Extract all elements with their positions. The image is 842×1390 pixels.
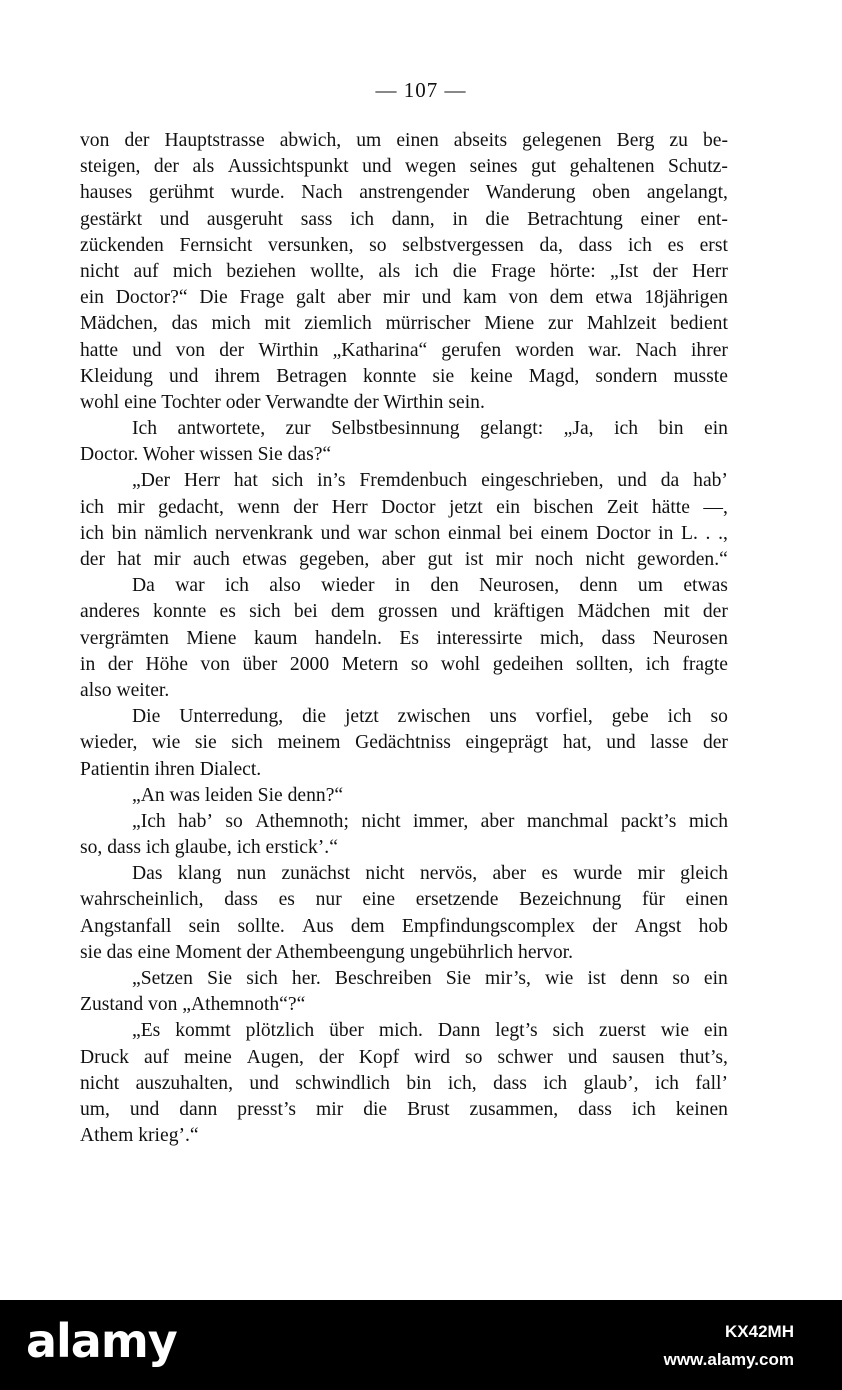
text-line: ein Doctor?“ Die Frage galt aber mir und kam von dem etwa 18jährigen — [80, 287, 728, 309]
text-line: vergrämten Miene kaum handeln. Es interessirte mich, dass Neurosen — [80, 627, 728, 649]
text-line: Ich antwortete, zur Selbstbesinnung gelangt: „Ja, ich bin ein — [132, 418, 728, 440]
text-line: Doctor. Woher wissen Sie das?“ — [80, 444, 332, 466]
alamy-logo: alamy — [26, 1314, 177, 1368]
text-line: in der Höhe von über 2000 Metern so wohl gedeihen sollten, ich fragte — [80, 653, 728, 675]
text-line: ich bin nämlich nervenkrank und war schon einmal bei einem Doctor in L. . ., — [80, 522, 728, 544]
text-line: Angstanfall sein sollte. Aus dem Empfindungscomplex der Angst hob — [80, 915, 728, 937]
page-number: — 107 — — [375, 78, 467, 102]
text-line: von der Hauptstrasse abwich, um einen abseits gelegenen Berg zu be- — [80, 130, 728, 151]
text-line: ich mir gedacht, wenn der Herr Doctor jetzt ein bischen Zeit hätte —, — [80, 496, 728, 518]
text-line: so, dass ich glaube, ich erstick’.“ — [80, 837, 338, 859]
text-line: wahrscheinlich, dass es nur eine ersetzende Bezeichnung für einen — [80, 889, 728, 911]
text-line: wieder, wie sie sich meinem Gedächtniss eingeprägt hat, und lasse der — [80, 732, 728, 754]
text-line: steigen, der als Aussichtspunkt und wegen seines gut gehaltenen Schutz- — [80, 156, 728, 178]
text-line: Mädchen, das mich mit ziemlich mürrischer Miene zur Mahlzeit bedient — [80, 313, 728, 335]
text-line: hauses gerühmt wurde. Nach anstrengender Wanderung oben angelangt, — [80, 182, 728, 204]
watermark-banner — [0, 1300, 842, 1390]
text-line: der hat mir auch etwas gegeben, aber gut ist mir noch nicht geworden.“ — [80, 549, 728, 570]
text-line: „Der Herr hat sich in’s Fremdenbuch eingeschrieben, und da hab’ — [132, 470, 728, 492]
text-line: nicht auszuhalten, und schwindlich bin ich, dass ich glaub’, ich fall’ — [80, 1072, 728, 1094]
image-id: KX42MH — [725, 1322, 794, 1341]
text-line: wohl eine Tochter oder Verwandte der Wirthin sein. — [80, 391, 485, 413]
text-line: Zustand von „Athemnoth“?“ — [80, 994, 306, 1016]
text-line: „Es kommt plötzlich über mich. Dann legt’s sich zuerst wie ein — [132, 1020, 728, 1042]
text-line: Athem krieg’.“ — [80, 1125, 199, 1147]
text-line: also weiter. — [80, 679, 170, 701]
text-line: gestärkt und ausgeruht sass ich dann, in die Betrachtung einer ent- — [80, 208, 728, 230]
text-line: hatte und von der Wirthin „Katharina“ gerufen worden war. Nach ihrer — [80, 339, 728, 361]
text-line: zückenden Fernsicht versunken, so selbstvergessen da, dass ich es erst — [80, 234, 728, 256]
text-line: Kleidung und ihrem Betragen konnte sie keine Magd, sondern musste — [80, 365, 728, 387]
text-line: Druck auf meine Augen, der Kopf wird so schwer und sausen thut’s, — [80, 1046, 728, 1068]
text-line: „An was leiden Sie denn?“ — [132, 784, 344, 806]
text-line: sie das eine Moment der Athembeengung ungebührlich hervor. — [80, 941, 573, 963]
text-line: anderes konnte es sich bei dem grossen und kräftigen Mädchen mit der — [80, 601, 728, 623]
body-text — [80, 128, 728, 1149]
text-line: Die Unterredung, die jetzt zwischen uns vorfiel, gebe ich so — [132, 706, 728, 728]
text-line: Das klang nun zunächst nicht nervös, aber es wurde mir gleich — [132, 863, 728, 885]
site-url: www.alamy.com — [663, 1350, 794, 1369]
text-line: Da war ich also wieder in den Neurosen, denn um etwas — [132, 575, 728, 597]
text-line: „Setzen Sie sich her. Beschreiben Sie mir’s, wie ist denn so ein — [132, 968, 728, 989]
text-line: nicht auf mich beziehen wollte, als ich die Frage hörte: „Ist der Herr — [80, 260, 728, 282]
text-line: Patientin ihren Dialect. — [80, 758, 262, 780]
text-line: um, und dann presst’s mir die Brust zusammen, dass ich keinen — [80, 1098, 728, 1120]
text-line: „Ich hab’ so Athemnoth; nicht immer, aber manchmal packt’s mich — [132, 810, 728, 832]
